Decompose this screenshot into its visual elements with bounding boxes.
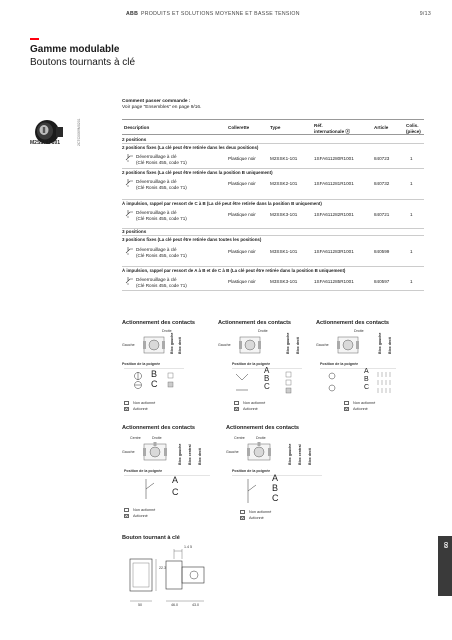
row-ref: 1SFA611281R1001 <box>314 181 354 186</box>
table-header <box>122 119 424 135</box>
row-description <box>136 247 187 258</box>
legend-item-actionne <box>344 406 375 412</box>
row-ref: 1SFA611280R1001 <box>314 156 354 161</box>
section-2-positions: 2 positions <box>122 137 147 142</box>
header-title: PRODUITS ET SOLUTIONS MOYENNE ET BASSE TENSION <box>141 11 300 17</box>
row-article: 840597 <box>374 279 390 284</box>
position-letter-b: B <box>264 374 270 383</box>
section-subheading: À impulsion, rappel par ressort de C à B (La clé peut être retirée dans la position B uniquement) <box>122 199 424 206</box>
dim-label-1: 1.4 5 <box>184 545 192 549</box>
dim-label-2: 22.3 <box>159 566 166 570</box>
col-colis-line1: Colis. <box>406 123 419 128</box>
row-collerette: Plastique noir <box>228 249 256 254</box>
legend-item-actionne <box>124 406 155 412</box>
label-gauche: Gauche <box>122 450 135 454</box>
position-letter-b: B <box>151 369 158 379</box>
label-droite: Droite <box>152 436 162 440</box>
legend <box>344 400 375 412</box>
row-description <box>136 210 187 221</box>
col-ref-line2: internationale ⓔ <box>314 128 350 134</box>
table-row <box>122 207 424 224</box>
legend <box>124 507 155 519</box>
label-bloc-central: Bloc central <box>188 444 192 465</box>
row-colis: 1 <box>410 212 413 217</box>
contact-diagram <box>218 320 318 420</box>
label-position: Position de la poignée <box>320 362 359 366</box>
page-number: 9/13 <box>419 11 431 17</box>
legend-item-actionne <box>240 515 271 521</box>
position-letter-c: C <box>364 384 370 391</box>
label-bloc-droit: Bloc droit <box>296 337 300 354</box>
row-desc-line2: (Clé Ronis 455, code 71) <box>136 282 187 288</box>
row-colis: 1 <box>410 156 413 161</box>
order-info <box>122 99 201 111</box>
order-info-title: Comment passer commande : <box>122 99 191 104</box>
row-colis: 1 <box>410 181 413 186</box>
legend <box>124 400 155 412</box>
row-desc-line2: (Clé Ronis 455, code 71) <box>136 184 187 190</box>
row-desc-line1: Déverrouillage à clé <box>136 154 177 159</box>
legend-label: Non actionné <box>249 510 272 514</box>
label-position: Position de la poignée <box>232 469 271 473</box>
label-position: Position de la poignée <box>122 362 161 366</box>
dim-label-3: 46.0 <box>171 603 178 607</box>
label-droite: Droite <box>162 329 172 333</box>
label-position: Position de la poignée <box>124 469 163 473</box>
col-colis-line2: (pièce) <box>406 128 421 134</box>
col-colis <box>406 123 421 134</box>
row-desc-line2: (Clé Ronis 455, code 71) <box>136 159 187 165</box>
legend-item-actionne <box>124 513 155 519</box>
contact-diagram <box>316 320 426 420</box>
label-gauche: Gauche <box>226 450 239 454</box>
position-letter-b: B <box>272 483 279 493</box>
legend <box>240 509 271 521</box>
contact-diagram <box>226 425 336 525</box>
order-info-text: Voir page "Ensembles" en page 9/16. <box>122 105 202 110</box>
table-row <box>122 274 424 291</box>
dimension-title: Bouton tournant à clé <box>122 535 180 541</box>
row-description <box>136 154 187 165</box>
legend-label: Actionné <box>249 516 264 520</box>
row-collerette: Plastique noir <box>228 279 256 284</box>
page-title: Gamme modulable <box>30 44 120 55</box>
col-article: Article <box>374 125 389 130</box>
label-position: Position de la poignée <box>232 362 271 366</box>
label-bloc-gauche: Bloc gauche <box>286 332 290 354</box>
section-subheading: À impulsion, rappel par ressort de A à B et de C à B (La clé peut être retirée dans la position B uniquement) <box>122 266 424 273</box>
contact-diagram-title: Actionnement des contacts <box>218 320 292 326</box>
label-bloc-droit: Bloc droit <box>178 337 182 354</box>
accent-bar <box>30 38 39 40</box>
chapter-tab <box>438 536 452 596</box>
legend-label: Actionné <box>243 407 258 411</box>
label-bloc-gauche: Bloc gauche <box>178 443 182 465</box>
table-row <box>122 151 424 168</box>
row-description <box>136 179 187 190</box>
col-ref <box>314 123 350 134</box>
row-desc-line1: Déverrouillage à clé <box>136 247 177 252</box>
section-subheading: 2 positions fixes (La clé peut être retirée dans la position B uniquement) <box>122 168 424 175</box>
row-type: M3SSK1-101 <box>270 249 298 254</box>
label-gauche: Gauche <box>122 343 135 347</box>
switch-symbol-icon <box>125 276 135 286</box>
position-letter-a: A <box>264 366 270 375</box>
row-desc-line1: Déverrouillage à clé <box>136 210 177 215</box>
legend-label: Actionné <box>133 514 148 518</box>
col-ref-line1: Réf. <box>314 123 323 128</box>
row-description <box>136 277 187 288</box>
position-letter-c: C <box>172 487 179 497</box>
contact-diagram-title: Actionnement des contacts <box>226 425 300 431</box>
position-letter-b: B <box>364 376 369 383</box>
legend-label: Actionné <box>133 407 148 411</box>
legend-label: Non actionné <box>243 401 266 405</box>
section-subheading: 3 positions fixes (La clé peut être retirée dans toutes les positions) <box>122 235 424 242</box>
row-article: 840723 <box>374 156 390 161</box>
contact-diagram-title: Actionnement des contacts <box>122 425 196 431</box>
page-header <box>0 10 452 20</box>
contact-diagram-title: Actionnement des contacts <box>122 320 196 326</box>
row-article: 840599 <box>374 249 390 254</box>
row-type: M2SSK1-101 <box>270 156 298 161</box>
table-row <box>122 244 424 261</box>
switch-symbol-icon <box>125 209 135 219</box>
row-ref: 1SFA611285R1001 <box>314 279 354 284</box>
label-bloc-central: Bloc central <box>298 444 302 465</box>
switch-body-icon <box>238 334 262 356</box>
label-droite: Droite <box>256 436 266 440</box>
position-letter-c: C <box>272 493 279 503</box>
row-desc-line2: (Clé Ronis 455, code 71) <box>136 252 187 258</box>
row-article: 840721 <box>374 212 390 217</box>
row-type: M2SSK3-101 <box>270 212 298 217</box>
position-table <box>320 368 396 398</box>
legend-label: Non actionné <box>133 401 156 405</box>
row-article: 840732 <box>374 181 390 186</box>
label-centre: Centre <box>130 436 141 440</box>
position-letter-a: A <box>364 368 369 375</box>
label-bloc-droit: Bloc droit <box>198 448 202 465</box>
row-collerette: Plastique noir <box>228 212 256 217</box>
row-type: M2SSK2-101 <box>270 181 298 186</box>
row-colis: 1 <box>410 249 413 254</box>
switch-body-icon <box>336 334 360 356</box>
row-type: M3SSK3-101 <box>270 279 298 284</box>
label-gauche: Gauche <box>218 343 231 347</box>
contact-diagram <box>122 320 222 420</box>
dim-label-4: 43.0 <box>192 603 199 607</box>
image-code: 2CTC0069M0201 <box>77 118 81 146</box>
section-3-positions: 3 positions <box>122 228 424 234</box>
label-droite: Droite <box>354 329 364 333</box>
contact-diagram-title: Actionnement des contacts <box>316 320 390 326</box>
col-type: Type <box>270 125 281 130</box>
legend <box>234 400 265 412</box>
label-bloc-gauche: Bloc gauche <box>170 332 174 354</box>
row-collerette: Plastique noir <box>228 181 256 186</box>
switch-symbol-icon <box>125 178 135 188</box>
switch-symbol-icon <box>125 153 135 163</box>
label-bloc-droit: Bloc droit <box>388 337 392 354</box>
dim-label-5: 50 <box>138 603 142 607</box>
col-description: Description <box>124 125 150 130</box>
position-letter-a: A <box>172 475 179 485</box>
switch-body-icon <box>142 334 166 356</box>
row-colis: 1 <box>410 279 413 284</box>
table-row <box>122 176 424 193</box>
contact-diagram <box>122 425 222 525</box>
label-gauche: Gauche <box>316 343 329 347</box>
position-letter-a: A <box>272 473 279 483</box>
switch-symbol-icon <box>125 246 135 256</box>
section-subheading: 2 positions fixes (La clé peut être retirée dans les deux positions) <box>122 143 424 150</box>
brand-name: ABB <box>126 11 139 17</box>
switch-body-icon <box>142 441 168 463</box>
legend-label: Actionné <box>353 407 368 411</box>
legend-item-actionne <box>234 406 265 412</box>
legend-label: Non actionné <box>353 401 376 405</box>
label-bloc-droit: Bloc droit <box>308 448 312 465</box>
legend-label: Non actionné <box>133 508 156 512</box>
product-code: M2SSK1-101 <box>30 140 61 146</box>
row-ref: 1SFA611282R1001 <box>314 212 354 217</box>
position-table <box>124 475 210 505</box>
position-letter-c: C <box>264 382 270 391</box>
col-collerette: Collerette <box>228 125 250 130</box>
label-centre: Centre <box>234 436 245 440</box>
row-ref: 1SFA611283R1001 <box>314 249 354 254</box>
chapter-number: 09 <box>442 542 448 549</box>
row-collerette: Plastique noir <box>228 156 256 161</box>
page-subtitle: Boutons tournants à clé <box>30 57 136 68</box>
position-letter-c: C <box>151 379 158 389</box>
row-desc-line1: Déverrouillage à clé <box>136 179 177 184</box>
switch-body-icon <box>246 441 272 463</box>
label-bloc-gauche: Bloc gauche <box>288 443 292 465</box>
row-desc-line1: Déverrouillage à clé <box>136 277 177 282</box>
row-desc-line2: (Clé Ronis 455, code 71) <box>136 215 187 221</box>
label-bloc-gauche: Bloc gauche <box>378 332 382 354</box>
label-droite: Droite <box>258 329 268 333</box>
